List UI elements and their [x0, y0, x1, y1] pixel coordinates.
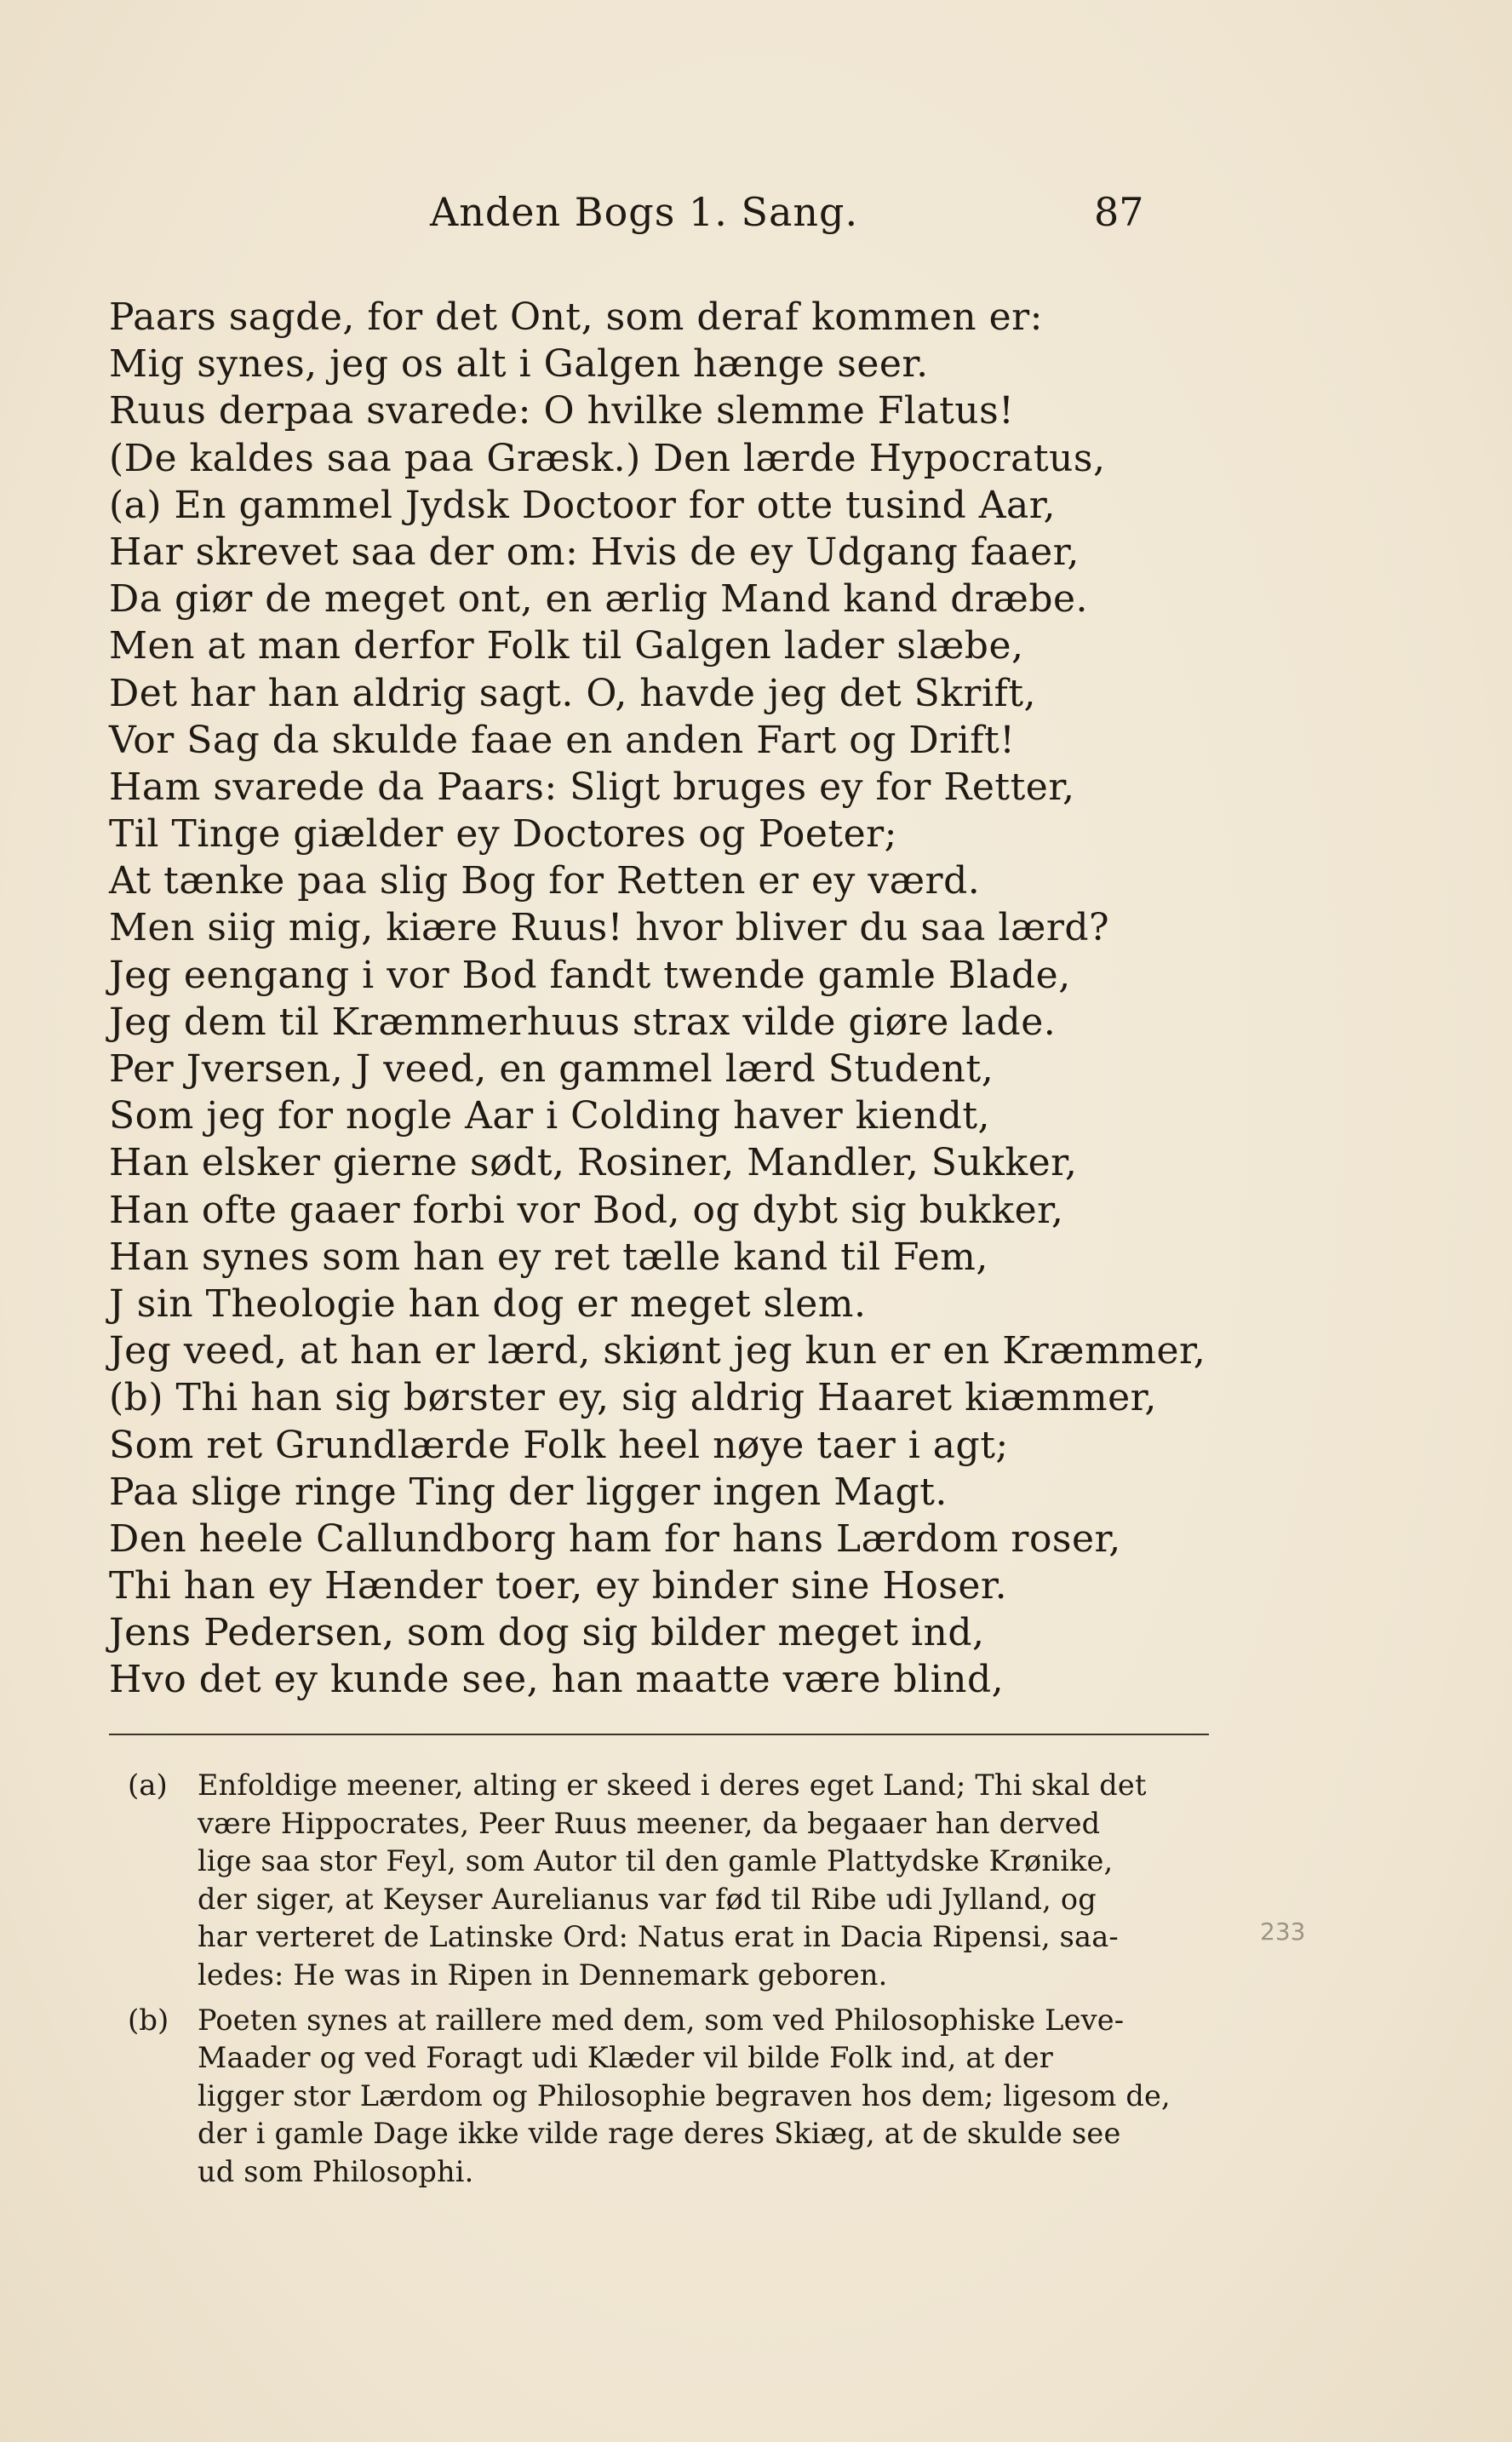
verse-line: (De kaldes saa paa Græsk.) Den lærde Hypocratus, — [109, 436, 1106, 480]
verse-line: Per Jversen, J veed, en gammel lærd Student, — [109, 1047, 994, 1091]
verse-line: (b) Thi han sig børster ey, sig aldrig Haaret kiæmmer, — [109, 1376, 1157, 1420]
footnote-line: der siger, at Keyser Aurelianus var fød til Ribe udi Jylland, og — [198, 1882, 1097, 1916]
verse-line: At tænke paa slig Bog for Retten er ey værd. — [109, 859, 981, 903]
verse-line: Hvo det ey kunde see, han maatte være blind, — [109, 1658, 1005, 1702]
page-number: 87 — [1094, 189, 1144, 235]
pencil-annotation: 233 — [1260, 1917, 1306, 1946]
verse-line: Som ret Grundlærde Folk heel nøye taer i agt; — [109, 1423, 1009, 1467]
footnote-line: ud som Philosophi. — [198, 2154, 474, 2188]
footnote-line: Poeten synes at raillere med dem, som ved Philosophiske Leve- — [198, 2003, 1125, 2037]
verse-block — [109, 294, 1216, 1704]
verse-line: Men at man derfor Folk til Galgen lader slæbe, — [109, 624, 1024, 668]
footnote-line: der i gamle Dage ikke vilde rage deres Skiæg, at de skulde see — [198, 2117, 1121, 2151]
footnote-line: lige saa stor Feyl, som Autor til den gamle Plattydske Krønike, — [198, 1844, 1114, 1878]
verse-line: Har skrevet saa der om: Hvis de ey Udgang faaer, — [109, 530, 1080, 574]
verse-line: Jeg veed, at han er lærd, skiønt jeg kun er en Kræmmer, — [109, 1329, 1206, 1373]
footnote-a — [128, 1767, 1213, 1995]
footnote-marker: (a) — [128, 1768, 168, 1803]
verse-line: Det har han aldrig sagt. O, havde jeg det Skrift, — [109, 671, 1036, 715]
verse-line: Ham svarede da Paars: Sligt bruges ey for Retter, — [109, 765, 1075, 809]
footnote-marker: (b) — [128, 2003, 169, 2038]
running-title: Anden Bogs 1. Sang. — [430, 189, 859, 235]
verse-line: (a) En gammel Jydsk Doctoor for otte tusind Aar, — [109, 483, 1056, 527]
verse-line: Jeg dem til Kræmmerhuus strax vilde giøre lade. — [109, 1000, 1057, 1044]
verse-line: Den heele Callundborg ham for hans Lærdom roser, — [109, 1516, 1121, 1561]
page-header — [0, 189, 1512, 240]
verse-line: Thi han ey Hænder toer, ey binder sine Hoser. — [109, 1564, 1008, 1608]
verse-line: Paars sagde, for det Ont, som deraf kommen er: — [109, 295, 1043, 339]
verse-line: Ruus derpaa svarede: O hvilke slemme Flatus! — [109, 389, 1015, 433]
footnote-line: ledes: He was in Ripen in Dennemark geboren. — [198, 1958, 888, 1992]
footnote-line: Maader og ved Foragt udi Klæder vil bilde Folk ind, at der — [198, 2041, 1053, 2075]
verse-line: Jens Pedersen, som dog sig bilder meget ind, — [109, 1611, 985, 1655]
verse-line: Til Tinge giælder ey Doctores og Poeter; — [109, 812, 897, 857]
footnote-divider — [109, 1734, 1209, 1735]
verse-line: Mig synes, jeg os alt i Galgen hænge seer. — [109, 342, 929, 387]
verse-line: Vor Sag da skulde faae en anden Fart og Drift! — [109, 718, 1016, 762]
verse-line: Da giør de meget ont, en ærlig Mand kand dræbe. — [109, 577, 1089, 622]
footnote-line: ligger stor Lærdom og Philosophie begraven hos dem; ligesom de, — [198, 2078, 1171, 2112]
verse-line: J sin Theologie han dog er meget slem. — [109, 1281, 867, 1326]
verse-line: Som jeg for nogle Aar i Colding haver kiendt, — [109, 1094, 991, 1138]
verse-line: Men siig mig, kiære Ruus! hvor bliver du saa lærd? — [109, 906, 1110, 950]
verse-line: Jeg eengang i vor Bod fandt twende gamle Blade, — [109, 953, 1071, 997]
footnote-line: Enfoldige meener, alting er skeed i deres eget Land; Thi skal det — [198, 1768, 1147, 1802]
verse-line: Han ofte gaaer forbi vor Bod, og dybt sig bukker, — [109, 1188, 1064, 1232]
verse-line: Paa slige ringe Ting der ligger ingen Magt. — [109, 1470, 948, 1514]
footnote-line: være Hippocrates, Peer Ruus meener, da begaaer han derved — [198, 1806, 1101, 1840]
footnote-b — [128, 2002, 1213, 2192]
verse-line: Han elsker gierne sødt, Rosiner, Mandler, Sukker, — [109, 1141, 1078, 1185]
verse-line: Han synes som han ey ret tælle kand til Fem, — [109, 1235, 988, 1279]
footnotes — [128, 1767, 1213, 2198]
footnote-line: har verteret de Latinske Ord: Natus erat in Dacia Ripensi, saa- — [198, 1920, 1119, 1954]
